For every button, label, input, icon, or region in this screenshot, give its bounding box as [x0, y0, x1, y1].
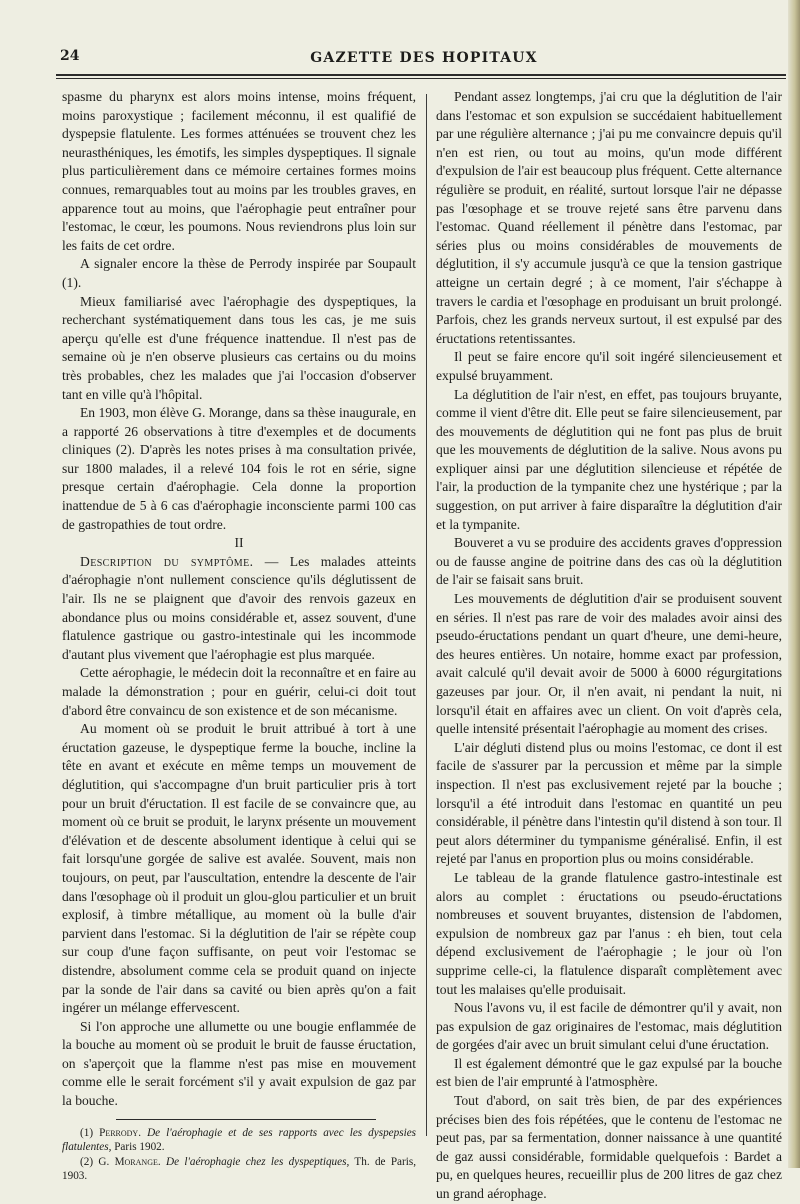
paragraph: Cette aérophagie, le médecin doit la reconnaître et en faire au malade la démonstration ; pour en guérir, celui-ci doit tout d'abord être convaincu de son existence et de son mécanisme.: [62, 665, 416, 718]
paragraph: L'air dégluti distend plus ou moins l'estomac, ce dont il est facile de s'assurer par la percussion et même par la simple inspection. Il n'est pas exclusivement rejeté par la bouche ; lorsqu'il a été introduit dans l'estomac en quantité un peu considérable, il pénètre dans l'intestin qu'il distend à son tour. Il peut alors déterminer du tympanisme généralisé. Enfin, il est rejeté par l'anus en proportion plus ou moins considérable.: [436, 739, 782, 867]
paragraph: [62, 553, 416, 665]
running-header: [60, 48, 788, 68]
paragraph: En 1903, mon élève G. Morange, dans sa thèse inaugurale, en a rapporté 26 observations à titre d'exemples et de documents cliniques (2). D'après les notes prises à ma consultation privée, sur 1800 malades, il a relevé 104 fois le rot en série, signe presque certain d'aérophagie. Cela donne la proportion inattendue de 5 à 6 cas d'aérophagie inconsciente parmi 100 cas de gastropathies de tout ordre.: [62, 405, 416, 532]
header-rule-thin: [56, 78, 786, 79]
footnote: [62, 1126, 416, 1154]
section-heading: Description du symptôme.: [80, 553, 254, 569]
paragraph: Il peut se faire encore qu'il soit ingéré silencieusement et expulsé bruyamment.: [436, 349, 782, 383]
footnote-details: Paris 1902.: [111, 1140, 165, 1153]
footnote-rule: [116, 1119, 376, 1120]
footnote-number: (2): [80, 1155, 94, 1168]
section-number: II: [234, 535, 244, 551]
paragraph: Si l'on approche une allumette ou une bougie enflammée de la bouche au moment où se produit le bruit de fausse éructation, on s'aperçoit que la flamme n'est pas mise en mouvement comme elle le serait forcément s'il y avait expulsion de gaz par la bouche.: [62, 1018, 416, 1109]
paragraph: Tout d'abord, on sait très bien, de par des expériences précises bien des fois répétées, que le contenu de l'estomac ne peut pas, par sa fermentation, donner naissance à une quantité de gaz aussi considérable, formidable quelquefois : Bardet a pu, en quelques heures, recueillir plus de 200 litres de gaz chez un grand aérophage.: [436, 1093, 782, 1202]
page-edge: [788, 0, 800, 1168]
paragraph: Il est également démontré que le gaz expulsé par la bouche est bien de l'air emprunté à l'atmosphère.: [436, 1055, 782, 1090]
left-column: [62, 88, 416, 1183]
header-rule-thick: [56, 74, 786, 76]
footnote-details: Th. de Paris, 1903.: [62, 1155, 416, 1182]
column-divider: [426, 94, 427, 1136]
paragraph: Au moment où se produit le bruit attribué à tort à une éructation gazeuse, le dyspeptique ferme la bouche, incline la tête en avant et exécute en même temps un mouvement de déglutition, qui s'accompagne d'un bruit particulier pris à tort pour un bruit d'éructation. Il est facile de se convaincre que, au moment où ce bruit se produit, le larynx présente un mouvement d'élévation et de descente absolument identique à celui qui se fait lorsqu'une gorgée de salive est avalée. Souvent, mais non toujours, on peut, par l'auscultation, entendre la descente de l'air dans l'œsophage où il produit un glou-glou particulier et un bruit explosif, à timbre métallique, au moment où la bulle d'air parvient dans l'estomac. Si la déglutition de l'air se répète coup sur coup d'une façon suffisante, on peut voir l'estomac se distendre, absolument comme cela se produit quand on injecte par la sonde de l'air dans sa cavité ou bien après qu'on a fait ingérer un mélange effervescent.: [62, 721, 416, 1016]
journal-title: GAZETTE DES HOPITAUX: [310, 50, 538, 66]
footnote-author: Perrody.: [99, 1126, 142, 1139]
footnote-number: (1): [80, 1126, 94, 1139]
paragraph: Le tableau de la grande flatulence gastro-intestinale est alors au complet : éructations ou pseudo-éructations nombreuses et souvent bruyantes, distension de l'abdomen, expulsion de nombreux gaz par l'anus : eh bien, tout cela dépend exclusivement de l'aérophagie ; le jour où l'on supprime celle-ci, la flatulence disparaît complètement avec tout les malaises qu'elle produisait.: [436, 869, 782, 997]
paragraph-text: — Les malades atteints d'aérophagie n'ont nullement conscience qu'ils déglutissent de l'air. Ils ne se plaignent que d'avoir des renvois gazeux en abondance plus ou moins considérable et, assez souvent, d'une flatulence gastrique ou gastro-intestinale qui les incommode d'autant plus vivement que l'aérophagie est plus marquée.: [62, 553, 416, 662]
paragraph: Mieux familiarisé avec l'aérophagie des dyspeptiques, la recherchant systématiquement dans tous les cas, je me suis aperçu qu'elle est d'une fréquence inattendue. Il n'est pas de semaine où je n'en observe plusieurs cas certains ou du moins très probables, chez les malades que j'ai l'occasion d'observer tant en ville qu'à l'hôpital.: [62, 293, 416, 402]
paragraph: Bouveret a vu se produire des accidents graves d'oppression ou de fausse angine de poitrine dans des cas où la déglutition de l'air se faisait sans bruit.: [436, 535, 782, 588]
page-number: 24: [60, 48, 80, 64]
footnote-author: G. Morange.: [98, 1155, 161, 1168]
footnote-title: De l'aérophagie chez les dyspeptiques,: [165, 1155, 350, 1168]
paragraph: Pendant assez longtemps, j'ai cru que la déglutition de l'air dans l'estomac et son expulsion se succédaient habituellement par une régulière alternance ; j'ai pu me convaincre depuis qu'il n'en est rien, ou tout au moins, qu'un mode différent d'expulsion de l'air est beaucoup plus fréquent. Cette alternance régulière se produit, en réalité, surtout lorsque l'air ne dépasse pas l'œsophage et se trouve rejeté sans être parvenu dans l'estomac. Quand réellement il pénètre dans l'estomac, par séries plus ou moins considérables de mouvements de déglutition, il s'y accumule jusqu'à ce que la tension gastrique atteigne un certain degré ; à ce moment, l'air s'échappe à travers le cardia et l'œsophage en produisant un bruit prolongé. Parfois, chez les grands nerveux surtout, il est expulsé par des éructations retentissantes.: [436, 89, 782, 346]
paragraph: Les mouvements de déglutition d'air se produisent souvent en séries. Il n'est pas rare de voir des malades avoir ainsi des pseudo-éructations pendant un quart d'heure, une demi-heure, des heures entières. Un notaire, homme exact par profession, avait calculé qu'il devait avoir de 5000 à 6000 régurgitations gazeuses par jour. Or, il n'en avait, ni pendant la nuit, ni lorsqu'il était en affaires avec un client. On voit d'après cela, quelle intensité présentait l'aérophagie au moment des crises.: [436, 591, 782, 737]
paragraph: Nous l'avons vu, il est facile de démontrer qu'il y avait, non pas expulsion de gaz originaires de l'estomac, mais déglutition de gorgées d'air avec un bruit simulant celui d'une éructation.: [436, 1000, 782, 1053]
right-column: [436, 88, 782, 1204]
paragraph: La déglutition de l'air n'est, en effet, pas toujours bruyante, comme il vient d'être dit. Elle peut se faire silencieusement, par des mouvements de déglutition qui ne font pas plus de bruit que les mouvements de déglutition de la salive. Nous avons pu expliquer ainsi par une déglutition silencieuse et répétée de l'air, la production de la tympanite chez une hystérique ; par la suggestion, on put arriver à faire disparaître la déglutition d'air et la tympanite.: [436, 386, 782, 532]
footnote: [62, 1155, 416, 1183]
footnote-title: De l'aérophagie et de ses rapports avec les dyspepsies flatulentes,: [62, 1126, 417, 1153]
paragraph: A signaler encore la thèse de Perrody inspirée par Soupault (1).: [62, 256, 416, 290]
paragraph: spasme du pharynx est alors moins intense, moins fréquent, moins paroxystique ; facilement méconnu, il est qualifié de dyspepsie flatulente. Les formes atténuées se trouvent chez les neurasthéniques, les émotifs, les simples dyspeptiques. Il signale plus particulièrement dans ce mémoire certaines formes moins connues, remarquables tout au moins par les troubles graves, en apparence tout au moins, que l'aérophagie peut entraîner pour l'estomac, le cœur, les poumons. Nous reviendrons plus loin sur les faits de cet ordre.: [62, 89, 416, 253]
